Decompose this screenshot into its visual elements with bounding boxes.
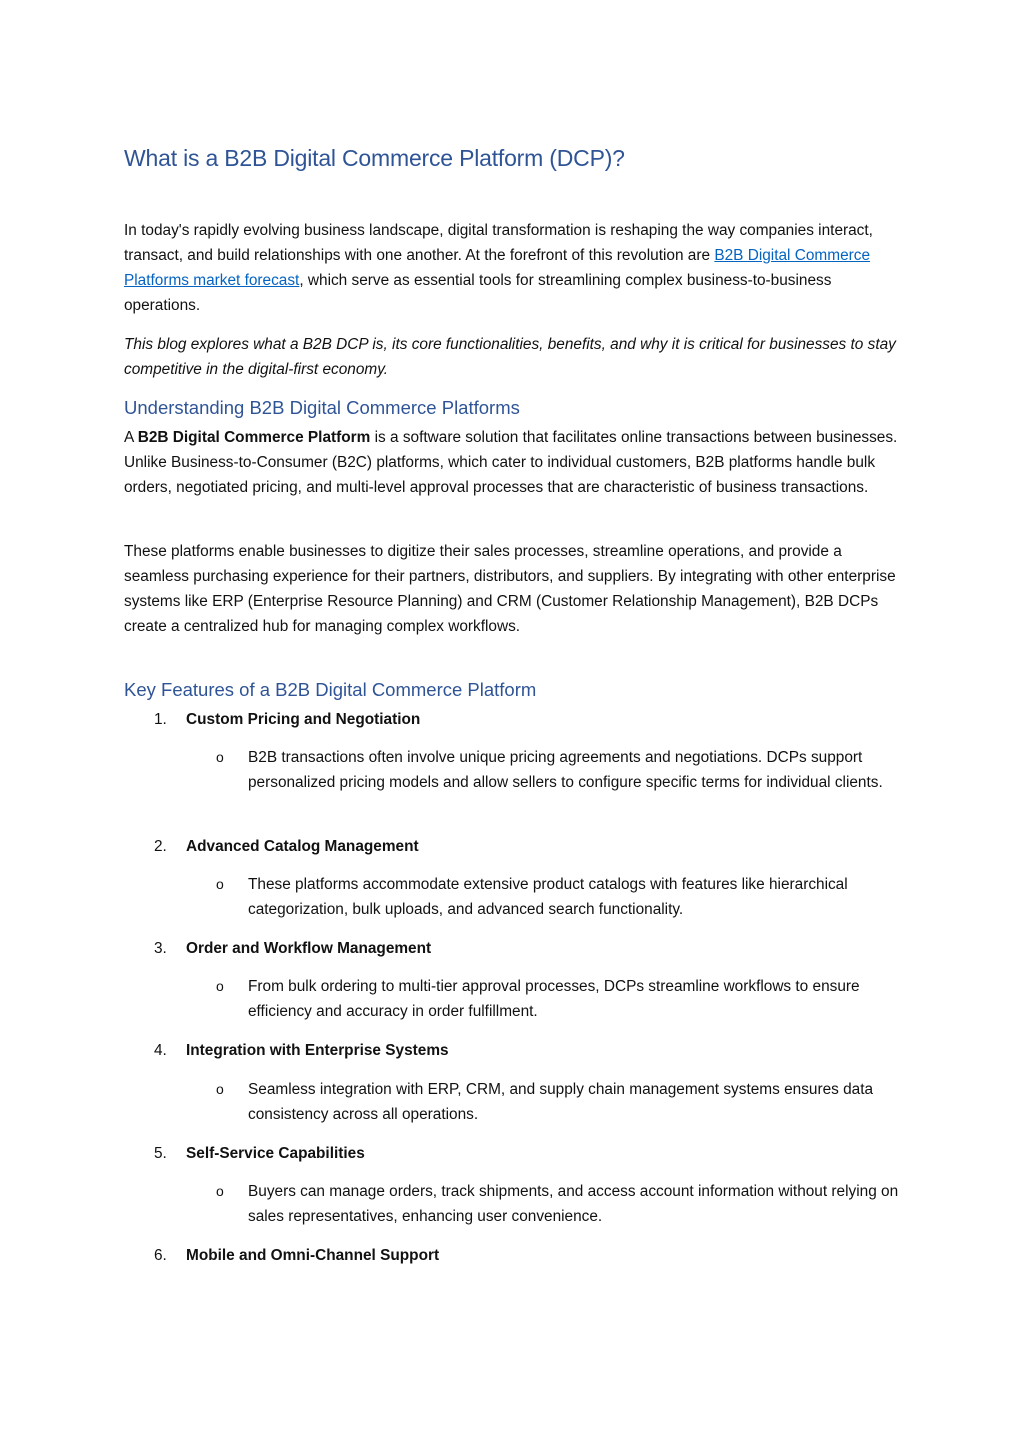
definition-start: A bbox=[124, 429, 138, 446]
definition-paragraph bbox=[124, 425, 900, 500]
section-heading-key-features: Key Features of a B2B Digital Commerce Platform bbox=[124, 679, 537, 700]
feature-item bbox=[154, 936, 431, 961]
feature-number: 6. bbox=[154, 1247, 167, 1264]
bullet-icon: o bbox=[216, 978, 224, 994]
section-heading-understanding: Understanding B2B Digital Commerce Platforms bbox=[124, 397, 520, 418]
feature-description-text: These platforms accommodate extensive product catalogs with features like hierarchical categorization, bulk uploads, and advanced search functionality. bbox=[248, 876, 848, 918]
feature-item bbox=[154, 707, 420, 732]
bullet-icon: o bbox=[216, 876, 224, 892]
feature-item bbox=[154, 834, 419, 859]
feature-description-text: From bulk ordering to multi-tier approval processes, DCPs streamline workflows to ensure efficiency and accuracy in order fulfillment. bbox=[248, 978, 860, 1020]
feature-title: Advanced Catalog Management bbox=[186, 838, 419, 855]
feature-item bbox=[154, 1141, 365, 1166]
feature-number: 4. bbox=[154, 1042, 167, 1059]
feature-number: 3. bbox=[154, 940, 167, 957]
feature-title: Custom Pricing and Negotiation bbox=[186, 711, 421, 728]
feature-description-text: B2B transactions often involve unique pricing agreements and negotiations. DCPs support personalized pricing models and allow sellers to configure specific terms for individual clients. bbox=[248, 749, 883, 791]
feature-description bbox=[216, 872, 900, 922]
definition-bold-term: B2B Digital Commerce Platform bbox=[137, 429, 371, 446]
bullet-icon: o bbox=[216, 1081, 224, 1097]
platforms-paragraph: These platforms enable businesses to digitize their sales processes, streamline operations, and provide a seamless purchasing experience for their partners, distributors, and suppliers. By integrating with other enterprise systems like ERP (Enterprise Resource Planning) and CRM (Customer Relationship Management), B2B DCPs create a centralized hub for managing complex workflows. bbox=[124, 543, 896, 635]
feature-description bbox=[216, 745, 900, 795]
definition-rest: is a software solution that facilitates online transactions between businesses. Unlike Business-to-Consumer (B2C) platforms, which cater to individual customers, B2B platforms handle bulk orders, negotiated pricing, and multi-level approval processes that are characteristic of business transactions. bbox=[124, 429, 898, 496]
page-title: What is a B2B Digital Commerce Platform (DCP)? bbox=[124, 145, 625, 171]
feature-number: 2. bbox=[154, 838, 167, 855]
feature-title: Mobile and Omni-Channel Support bbox=[186, 1247, 440, 1264]
feature-item bbox=[154, 1243, 439, 1268]
bullet-icon: o bbox=[216, 1183, 224, 1199]
bullet-icon: o bbox=[216, 749, 224, 765]
feature-item bbox=[154, 1038, 449, 1063]
feature-title: Order and Workflow Management bbox=[186, 940, 432, 957]
feature-title: Self-Service Capabilities bbox=[186, 1145, 365, 1162]
feature-title: Integration with Enterprise Systems bbox=[186, 1042, 449, 1059]
feature-number: 1. bbox=[154, 711, 167, 728]
feature-description-text: Buyers can manage orders, track shipments, and access account information without relying on sales representatives, enhancing user convenience. bbox=[248, 1183, 899, 1225]
feature-description-text: Seamless integration with ERP, CRM, and supply chain management systems ensures data consistency across all operations. bbox=[248, 1081, 874, 1123]
market-forecast-link[interactable]: B2B Digital Commerce Platforms market forecast bbox=[124, 247, 871, 289]
intro-paragraph bbox=[124, 218, 900, 318]
intro-text-end: , which serve as essential tools for streamlining complex business-to-business operations. bbox=[124, 272, 832, 314]
italic-note: This blog explores what a B2B DCP is, its core functionalities, benefits, and why it is critical for businesses to stay competitive in the digital-first economy. bbox=[124, 336, 896, 378]
intro-text-start: In today's rapidly evolving business landscape, digital transformation is reshaping the way companies interact, transact, and build relationships with one another. At the forefront of this revolution are bbox=[124, 222, 873, 264]
feature-number: 5. bbox=[154, 1145, 167, 1162]
feature-description bbox=[216, 1077, 900, 1127]
feature-description bbox=[216, 1179, 900, 1229]
feature-description bbox=[216, 974, 900, 1024]
